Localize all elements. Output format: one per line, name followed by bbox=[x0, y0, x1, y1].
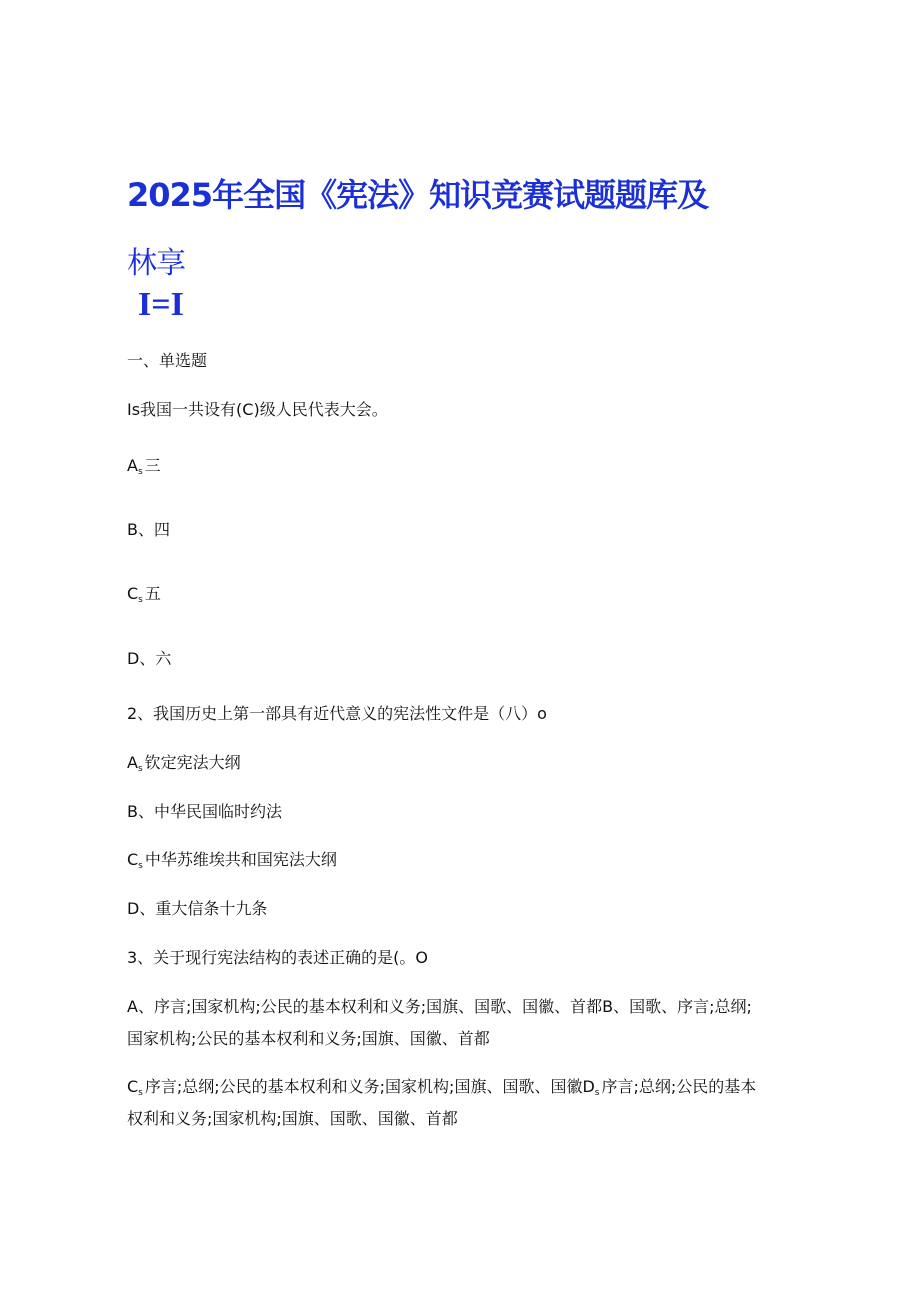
question-3-options-ab-line1: A、序言;国家机构;公民的基本权利和义务;国旗、国歌、国徽、首都B、国歌、序言;总纲; bbox=[127, 997, 752, 1016]
section-heading: 一、单选题 bbox=[127, 351, 208, 370]
option-text: 中华苏维埃共和国宪法大纲 bbox=[144, 850, 337, 869]
question-1-text: Is我国一共设有(C)级人民代表大会。 bbox=[127, 400, 388, 419]
option-text: 四 bbox=[154, 520, 171, 539]
question-2-option-d bbox=[127, 893, 267, 925]
option-prefix: D bbox=[127, 899, 140, 918]
question-2-option-c bbox=[127, 844, 337, 882]
option-separator: s bbox=[137, 467, 143, 477]
option-separator: 、 bbox=[139, 899, 156, 918]
option-separator: 、 bbox=[137, 520, 154, 539]
option-text: 三 bbox=[144, 456, 161, 475]
option-prefix: C bbox=[127, 850, 139, 869]
option-prefix: C bbox=[127, 584, 139, 603]
option-prefix: B bbox=[127, 520, 138, 539]
document-title-mark: I=I bbox=[138, 286, 184, 323]
option-separator: s bbox=[138, 861, 143, 871]
option-separator: s bbox=[137, 764, 143, 774]
option-separator: 、 bbox=[137, 802, 154, 821]
option-text: 中华民国临时约法 bbox=[154, 802, 283, 821]
option-text: 六 bbox=[155, 649, 172, 668]
question-1-option-d bbox=[127, 643, 171, 675]
question-3-options-ab-line2: 国家机构;公民的基本权利和义务;国旗、国徽、首都 bbox=[127, 1029, 490, 1048]
question-1-option-c bbox=[127, 578, 161, 616]
question-1-option-a bbox=[127, 450, 161, 488]
question-3-options-cd-line2: 权利和义务;国家机构;国旗、国歌、国徽、首都 bbox=[127, 1109, 458, 1128]
option-separator: 、 bbox=[139, 649, 156, 668]
option-prefix: A bbox=[127, 456, 138, 475]
option-text: 钦定宪法大纲 bbox=[144, 753, 241, 772]
option-separator: s bbox=[138, 595, 143, 605]
document-title-line1: 2025年全国《宪法》知识竞赛试题题库及 bbox=[127, 176, 709, 214]
option-prefix: C bbox=[127, 1077, 139, 1096]
option-separator: s bbox=[138, 1088, 143, 1098]
option-prefix: B bbox=[127, 802, 138, 821]
option-separator: s bbox=[594, 1088, 600, 1098]
option-prefix: A bbox=[127, 753, 138, 772]
option-text: 序言;总纲;公民的基本权利和义务;国家机构;国旗、国歌、国徽D bbox=[144, 1077, 595, 1096]
document-title-line2: 林享 bbox=[127, 246, 185, 281]
question-2-text: 2、我国历史上第一部具有近代意义的宪法性文件是（八）o bbox=[127, 704, 547, 723]
option-prefix: D bbox=[127, 649, 140, 668]
question-2-option-a bbox=[127, 747, 241, 785]
question-2-option-b bbox=[127, 796, 282, 828]
option-text: 重大信条十九条 bbox=[155, 899, 268, 918]
option-text: 五 bbox=[144, 584, 161, 603]
question-3-text: 3、关于现行宪法结构的表述正确的是(。O bbox=[127, 948, 429, 967]
question-1-option-b bbox=[127, 514, 170, 546]
option-text: 序言;总纲;公民的基本 bbox=[601, 1077, 757, 1096]
